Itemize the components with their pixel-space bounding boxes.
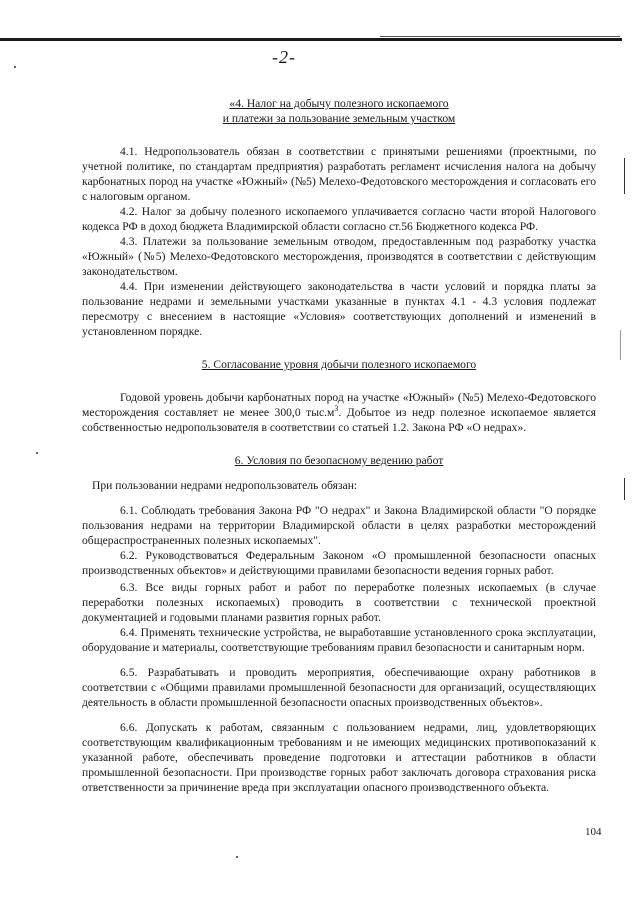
scan-margin-mark (620, 330, 621, 360)
paragraph-5-1-text-end: . Добытое из недр полезное ископаемое является собственностью недропользователя в соответствии со статьей 1.2. Закона РФ «О недрах». (82, 406, 596, 434)
paragraph-6-2: 6.2. Руководствоваться Федеральным Законом «О промышленной безопасности опасных производственных объектов» и действующими правилами безопасности ведения горных работ. (82, 549, 596, 577)
paragraph-6-5: 6.5. Разрабатывать и проводить мероприятия, обеспечивающие охрану работников в соответствии с «Общими правилами промышленной безопасности для организаций, осуществляющих деятельность в области промышленной безопасности опасных производственных объектов». (82, 666, 596, 709)
paragraph-5-1 (82, 390, 596, 435)
cubic-superscript: 3 (334, 404, 339, 414)
paragraph-4-4: 4.4. При изменении действующего законодательства в части условий и порядка платы за пользование недрами и земельными участками указанные в пунктах 4.1 - 4.3 условия подлежат пересмотру с внесением в настоящие «Условия» соответствующих дополнений и изменений в установленном порядке. (82, 280, 596, 338)
section-4-heading-line-2: и платежи за пользование земельным участком (222, 112, 456, 125)
section-6-intro: При пользовании недрами недропользователь обязан: (92, 479, 358, 492)
paragraph-6-1: 6.1. Соблюдать требования Закона РФ "О недрах" и Закона Владимирской области "О порядке пользования недрами на территории Владимирской области в целях разработки месторождений общераспространенных полезных ископаемых". (82, 504, 596, 547)
scan-margin-mark (624, 158, 625, 194)
paragraph-5-1-text: Годовой уровень добычи карбонатных пород на участке «Южный» (№5) Мелехо-Федотовского месторождения составляет не менее 300,0 тыс.м (82, 391, 596, 419)
paragraph-4-3: 4.3. Платежи за пользование земельным отводом, предоставленным под разработку участка «Южный» (№5) Мелехо-Федотовского месторождения, производятся в соответствии с действующим законодательством. (82, 235, 596, 278)
paragraph-4-2: 4.2. Налог за добычу полезного ископаемого уплачивается согласно части второй Налогового кодекса РФ в доход бюджета Владимирской области согласно ст.56 Бюджетного кодекса РФ. (82, 205, 596, 233)
section-6-heading: 6. Условия по безопасному ведению работ (234, 454, 444, 467)
scan-edge-line (380, 36, 620, 37)
paragraph-4-1: 4.1. Недропользователь обязан в соответствии с принятыми решениями (проектными, по учетной политике, по стандартам предприятия) разработать регламент исчисления налога на добычу карбонатных пород на участке «Южный» (№5) Мелехо-Федотовского месторождения и согласовать его с налоговым органом. (82, 145, 596, 203)
scan-margin-mark (624, 478, 625, 500)
paragraph-6-3: 6.3. Все виды горных работ и работ по переработке полезных ископаемых (в случае переработки полезных ископаемых) проводить в соответствии с технической проектной документацией и годовыми планами развития горных работ. (82, 581, 596, 624)
scan-top-rule (0, 38, 622, 41)
scan-speck (14, 66, 16, 68)
page-number-bottom: 104 (585, 826, 602, 838)
section-4-heading-line-1: «4. Налог на добычу полезного ископаемого (229, 97, 449, 110)
scan-speck (36, 452, 38, 454)
scan-speck (236, 856, 238, 858)
paragraph-6-4: 6.4. Применять технические устройства, не выработавшие установленного срока эксплуатации, оборудование и материалы, соответствующие требованиям правил безопасности и санитарным норм. (82, 626, 596, 654)
paragraph-6-6: 6.6. Допускать к работам, связанным с пользованием недрами, лиц, удовлетворяющих соответствующим квалификационным требованиям и не имеющих медицинских противопоказаний к указанной работе, обеспечивать проведение подготовки и аттестации работников в области промышленной безопасности. При производстве горных работ заключать договора страхования риска ответственности за причинение вреда при эксплуатации опасного производственного объекта. (82, 721, 596, 794)
document-body (82, 96, 596, 795)
section-5-heading: 5. Согласование уровня добычи полезного ископаемого (201, 358, 477, 371)
page-number-top: -2- (272, 47, 296, 67)
